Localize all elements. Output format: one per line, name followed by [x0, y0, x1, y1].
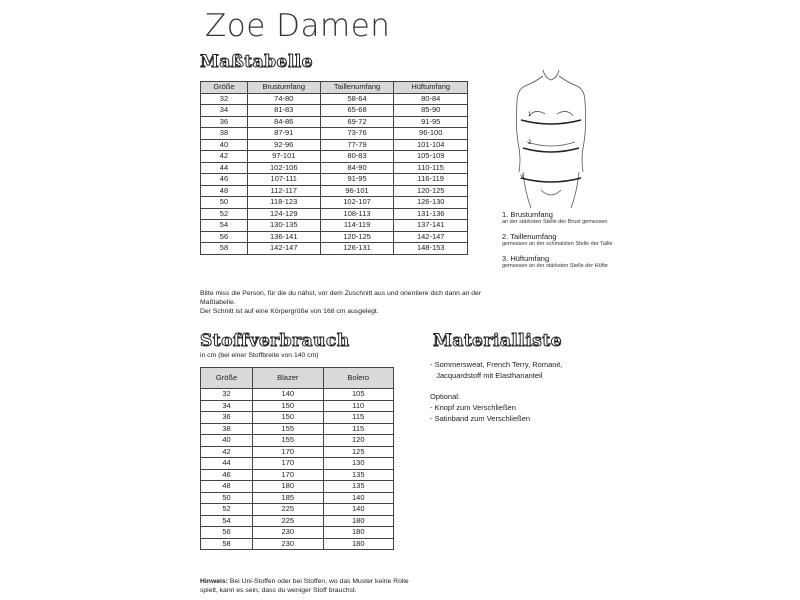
legend-item-taille: 2. Taillenumfang gemessen an der schmalsten Stelle der Taille: [502, 232, 613, 247]
table-cell: 96-100: [394, 128, 468, 140]
hinweis-text: Bei Uni-Stoffen oder bei Stoffen, wo das Muster keine Rolle spielt, kann es sein, dass du weniger Stoff brauchst.: [200, 578, 409, 594]
table-cell: 180: [323, 538, 394, 550]
table-row: [201, 389, 394, 401]
table-cell: 54: [201, 515, 253, 527]
measurement-legend: [502, 210, 662, 276]
table-cell: 84-86: [247, 116, 320, 128]
table-row: [201, 492, 394, 504]
column-header: Taillenumfang: [320, 82, 394, 94]
table-cell: 96-101: [320, 185, 394, 197]
table-cell: 97-101: [247, 151, 320, 163]
table-cell: 225: [253, 515, 323, 527]
table-cell: 185: [253, 492, 323, 504]
note-line: Bitte miss die Person, für die du nähst, vor dem Zuschnitt aus und orientiere dich dann an der Maßtabelle.: [200, 290, 482, 306]
table-cell: 140: [253, 389, 323, 401]
table-cell: 135: [323, 481, 394, 493]
stoffverbrauch-subtitle: in cm (bei einer Stoffbreite von 140 cm): [200, 352, 319, 359]
table-cell: 110-115: [394, 162, 468, 174]
table-row: [201, 151, 468, 163]
table-cell: 74-80: [247, 93, 320, 105]
table-row: [201, 185, 468, 197]
table-row: [201, 197, 468, 209]
table-row: [201, 174, 468, 186]
table-cell: 102-106: [247, 162, 320, 174]
table-cell: 170: [253, 458, 323, 470]
body-figure: [505, 68, 600, 218]
table-cell: 107-111: [247, 174, 320, 186]
table-row: [201, 231, 468, 243]
table-cell: 92-96: [247, 139, 320, 151]
table-cell: 155: [253, 435, 323, 447]
table-row: [201, 515, 394, 527]
table-cell: 32: [201, 389, 253, 401]
table-row: [201, 458, 394, 470]
table-cell: 140: [323, 492, 394, 504]
table-cell: 225: [253, 504, 323, 516]
table-cell: 85-90: [394, 105, 468, 117]
table-cell: 120-125: [320, 231, 394, 243]
table-cell: 52: [201, 208, 248, 220]
table-row: [201, 139, 468, 151]
legend-item-huefte: 3. Hüftumfang gemessen an der stärksten Stelle der Hüfte: [502, 254, 608, 269]
table-cell: 136-141: [247, 231, 320, 243]
table-header-row: [201, 368, 394, 389]
marker-1: 1: [528, 112, 532, 118]
table-cell: 124-129: [247, 208, 320, 220]
table-cell: 80-83: [320, 151, 394, 163]
table-cell: 112-117: [247, 185, 320, 197]
table-cell: 91-95: [320, 174, 394, 186]
table-cell: 36: [201, 412, 253, 424]
table-cell: 105: [323, 389, 394, 401]
table-row: [201, 400, 394, 412]
hinweis-label: Hinweis:: [200, 578, 228, 585]
table-cell: 102-107: [320, 197, 394, 209]
table-cell: 130: [323, 458, 394, 470]
table-cell: 56: [201, 231, 248, 243]
table-cell: 110: [323, 400, 394, 412]
table-row: [201, 162, 468, 174]
table-row: [201, 105, 468, 117]
table-cell: 170: [253, 446, 323, 458]
table-cell: 180: [323, 515, 394, 527]
table-cell: 42: [201, 446, 253, 458]
table-cell: 81-83: [247, 105, 320, 117]
table-cell: 77-79: [320, 139, 394, 151]
table-cell: 142-147: [247, 243, 320, 255]
page-title: Zoe Damen: [205, 8, 391, 44]
table-cell: 130-135: [247, 220, 320, 232]
table-cell: 126-131: [320, 243, 394, 255]
table-cell: 115: [323, 412, 394, 424]
table-cell: 80-84: [394, 93, 468, 105]
legend-item-brust: 1. Brustumfang an der stärksten Stelle der Brust gemessen: [502, 210, 608, 225]
table-cell: 34: [201, 400, 253, 412]
table-row: [201, 446, 394, 458]
hinweis-note: [200, 577, 410, 595]
table-cell: 101-104: [394, 139, 468, 151]
masstabelle-heading: Maßtabelle: [200, 52, 314, 72]
table-cell: 38: [201, 423, 253, 435]
table-cell: 44: [201, 162, 248, 174]
table-row: [201, 208, 468, 220]
table-cell: 36: [201, 116, 248, 128]
table-cell: 118-123: [247, 197, 320, 209]
table-cell: 73-76: [320, 128, 394, 140]
table-cell: 115: [323, 423, 394, 435]
column-header: Größe: [201, 82, 248, 94]
marker-2: 2: [528, 140, 532, 146]
table-cell: 87-91: [247, 128, 320, 140]
table-cell: 38: [201, 128, 248, 140]
table-cell: 56: [201, 527, 253, 539]
table-cell: 69-72: [320, 116, 394, 128]
column-header: Brustumfang: [247, 82, 320, 94]
table-cell: 150: [253, 412, 323, 424]
marker-3: 3: [520, 175, 524, 181]
table-cell: 140: [323, 504, 394, 516]
stoffverbrauch-heading: Stoffverbrauch: [200, 331, 350, 351]
table-row: [201, 481, 394, 493]
table-row: [201, 412, 394, 424]
table-cell: 180: [253, 481, 323, 493]
table-cell: 40: [201, 435, 253, 447]
table-cell: 120-125: [394, 185, 468, 197]
table-cell: 44: [201, 458, 253, 470]
optional-item: - Satinband zum Verschließen: [430, 414, 531, 423]
table-cell: 137-141: [394, 220, 468, 232]
table-cell: 58: [201, 243, 248, 255]
table-cell: 65-68: [320, 105, 394, 117]
table-row: [201, 527, 394, 539]
optional-item: - Knopf zum Verschließen: [430, 403, 516, 412]
table-row: [201, 220, 468, 232]
table-cell: 148-153: [394, 243, 468, 255]
table-row: [201, 243, 468, 255]
table-cell: 142-147: [394, 231, 468, 243]
measurement-note: [200, 289, 500, 316]
table-cell: 230: [253, 527, 323, 539]
table-cell: 48: [201, 481, 253, 493]
note-line: Der Schnitt ist auf eine Körpergröße von 168 cm ausgelegt.: [200, 308, 379, 315]
table-row: [201, 116, 468, 128]
table-cell: 84-90: [320, 162, 394, 174]
table-row: [201, 469, 394, 481]
column-header: Hüftumfang: [394, 82, 468, 94]
column-header: Blazer: [253, 368, 323, 389]
table-cell: 150: [253, 400, 323, 412]
table-row: [201, 128, 468, 140]
table-cell: 180: [323, 527, 394, 539]
table-cell: 52: [201, 504, 253, 516]
optional-label: Optional:: [430, 392, 461, 401]
size-chart-table: [200, 81, 468, 255]
table-cell: 230: [253, 538, 323, 550]
table-cell: 120: [323, 435, 394, 447]
table-row: [201, 504, 394, 516]
material-list: [430, 359, 630, 424]
table-cell: 50: [201, 492, 253, 504]
material-item: - Sommersweat, French Terry, Romanit,: [430, 360, 563, 369]
table-cell: 46: [201, 174, 248, 186]
column-header: Bolero: [323, 368, 394, 389]
table-cell: 91-95: [394, 116, 468, 128]
table-cell: 170: [253, 469, 323, 481]
table-row: [201, 423, 394, 435]
table-cell: 155: [253, 423, 323, 435]
table-cell: 48: [201, 185, 248, 197]
table-cell: 58: [201, 538, 253, 550]
table-cell: 131-136: [394, 208, 468, 220]
materialliste-heading: Materialliste: [433, 331, 563, 351]
column-header: Größe: [201, 368, 253, 389]
table-cell: 135: [323, 469, 394, 481]
table-cell: 125: [323, 446, 394, 458]
table-row: [201, 538, 394, 550]
table-cell: 116-119: [394, 174, 468, 186]
table-cell: 34: [201, 105, 248, 117]
table-cell: 58-64: [320, 93, 394, 105]
table-cell: 108-113: [320, 208, 394, 220]
table-cell: 54: [201, 220, 248, 232]
table-cell: 42: [201, 151, 248, 163]
table-cell: 40: [201, 139, 248, 151]
table-cell: 32: [201, 93, 248, 105]
table-cell: 50: [201, 197, 248, 209]
table-cell: 114-119: [320, 220, 394, 232]
table-cell: 126-130: [394, 197, 468, 209]
fabric-consumption-table: [200, 367, 394, 550]
table-row: [201, 93, 468, 105]
table-cell: 105-109: [394, 151, 468, 163]
table-row: [201, 435, 394, 447]
table-cell: 46: [201, 469, 253, 481]
material-item: Jacquardstoff mit Elasthananteil: [430, 371, 543, 380]
table-header-row: [201, 82, 468, 94]
